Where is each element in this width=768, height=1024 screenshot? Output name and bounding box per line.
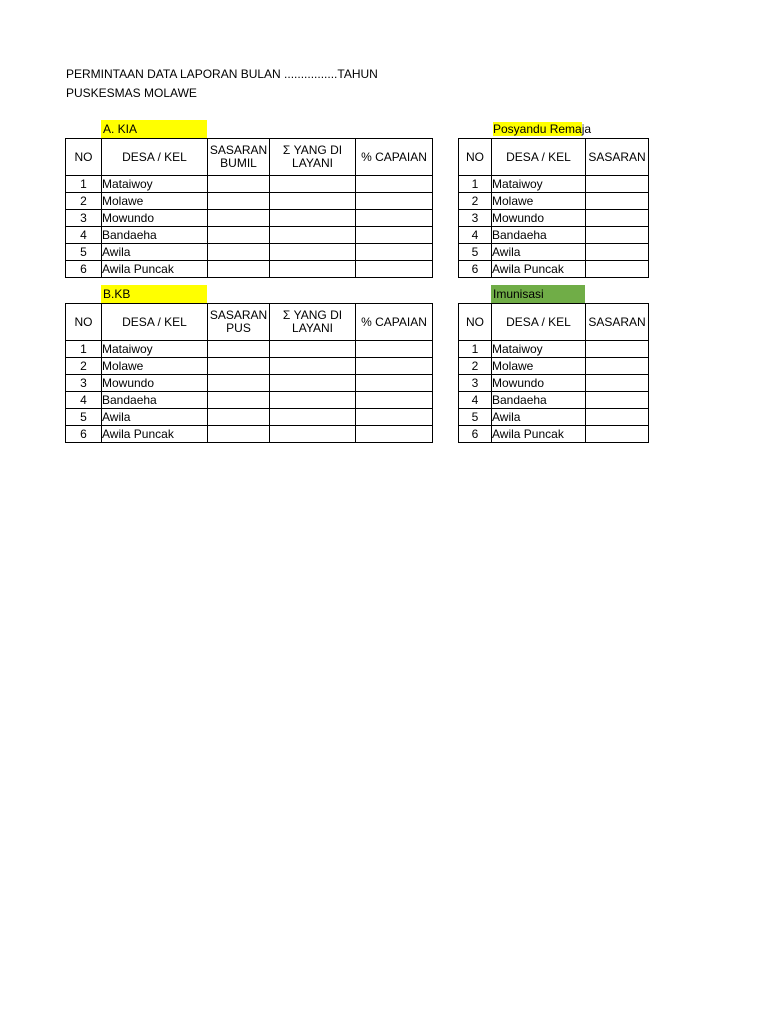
- row-desa: Awila Puncak: [102, 261, 208, 278]
- empty-cell[interactable]: [586, 392, 649, 409]
- row-desa: Mataiwoy: [102, 176, 208, 193]
- empty-cell[interactable]: [270, 261, 356, 278]
- posyandu-header-row: [459, 139, 649, 176]
- row-no: 1: [66, 176, 102, 193]
- header-sasaran: SASARAN: [586, 304, 649, 341]
- table-row: [459, 375, 649, 392]
- empty-cell[interactable]: [356, 358, 433, 375]
- empty-cell[interactable]: [270, 392, 356, 409]
- row-desa: Mowundo: [492, 375, 586, 392]
- row-desa: Molawe: [492, 358, 586, 375]
- row-desa: Molawe: [102, 358, 208, 375]
- table-row: [459, 341, 649, 358]
- empty-cell[interactable]: [356, 409, 433, 426]
- row-no: 6: [459, 426, 492, 443]
- header-no: NO: [459, 304, 492, 341]
- header-no: NO: [66, 139, 102, 176]
- empty-cell[interactable]: [270, 193, 356, 210]
- kb-section-label: B.KB: [101, 285, 207, 303]
- header-sasaran: SASARAN: [586, 139, 649, 176]
- empty-cell[interactable]: [586, 261, 649, 278]
- row-no: 6: [459, 261, 492, 278]
- empty-cell[interactable]: [208, 210, 270, 227]
- header-yang-dilayani: Σ YANG DI LAYANI: [270, 304, 356, 341]
- row-no: 2: [459, 193, 492, 210]
- row-desa: Mowundo: [102, 375, 208, 392]
- row-no: 6: [66, 426, 102, 443]
- empty-cell[interactable]: [208, 341, 270, 358]
- row-no: 3: [66, 210, 102, 227]
- table-row: [66, 409, 433, 426]
- table-row: [459, 210, 649, 227]
- row-desa: Bandaeha: [102, 392, 208, 409]
- puskesmas-name: PUSKESMAS MOLAWE: [66, 86, 197, 100]
- imunisasi-table: [458, 303, 649, 443]
- empty-cell[interactable]: [208, 193, 270, 210]
- header-desa-kel: DESA / KEL: [102, 304, 208, 341]
- row-desa: Awila Puncak: [492, 426, 586, 443]
- row-no: 2: [459, 358, 492, 375]
- empty-cell[interactable]: [356, 375, 433, 392]
- empty-cell[interactable]: [270, 358, 356, 375]
- kb-table: [65, 303, 433, 443]
- row-desa: Awila Puncak: [492, 261, 586, 278]
- row-no: 4: [459, 227, 492, 244]
- empty-cell[interactable]: [586, 358, 649, 375]
- imunisasi-section-label: Imunisasi: [491, 285, 585, 303]
- empty-cell[interactable]: [586, 375, 649, 392]
- table-row: [66, 244, 433, 261]
- empty-cell[interactable]: [586, 193, 649, 210]
- row-desa: Awila: [102, 409, 208, 426]
- header-capaian: % CAPAIAN: [356, 304, 433, 341]
- posyandu-label-rest: ja: [581, 122, 592, 136]
- empty-cell[interactable]: [270, 210, 356, 227]
- row-desa: Mataiwoy: [492, 176, 586, 193]
- empty-cell[interactable]: [208, 261, 270, 278]
- empty-cell[interactable]: [208, 176, 270, 193]
- row-no: 2: [66, 193, 102, 210]
- empty-cell[interactable]: [208, 244, 270, 261]
- imunisasi-header-row: [459, 304, 649, 341]
- header-capaian: % CAPAIAN: [356, 139, 433, 176]
- empty-cell[interactable]: [270, 176, 356, 193]
- empty-cell[interactable]: [270, 244, 356, 261]
- table-row: [66, 210, 433, 227]
- header-sasaran-bumil: SASARAN BUMIL: [208, 139, 270, 176]
- table-row: [66, 375, 433, 392]
- row-no: 5: [66, 244, 102, 261]
- row-no: 3: [66, 375, 102, 392]
- empty-cell[interactable]: [356, 193, 433, 210]
- row-desa: Bandaeha: [492, 392, 586, 409]
- row-desa: Mataiwoy: [492, 341, 586, 358]
- row-no: 4: [66, 227, 102, 244]
- table-row: [459, 392, 649, 409]
- table-row: [66, 176, 433, 193]
- row-desa: Awila: [102, 244, 208, 261]
- row-desa: Awila: [492, 409, 586, 426]
- table-row: [459, 244, 649, 261]
- empty-cell[interactable]: [208, 392, 270, 409]
- kia-header-row: [66, 139, 433, 176]
- header-desa-kel: DESA / KEL: [102, 139, 208, 176]
- row-no: 4: [66, 392, 102, 409]
- empty-cell[interactable]: [356, 244, 433, 261]
- table-row: [459, 227, 649, 244]
- posyandu-section-label: [491, 120, 592, 138]
- empty-cell[interactable]: [270, 426, 356, 443]
- empty-cell[interactable]: [586, 210, 649, 227]
- empty-cell[interactable]: [356, 392, 433, 409]
- empty-cell[interactable]: [356, 227, 433, 244]
- table-row: [459, 261, 649, 278]
- empty-cell[interactable]: [208, 409, 270, 426]
- empty-cell[interactable]: [270, 341, 356, 358]
- table-row: [459, 176, 649, 193]
- empty-cell[interactable]: [270, 227, 356, 244]
- empty-cell[interactable]: [586, 227, 649, 244]
- table-row: [66, 358, 433, 375]
- empty-cell[interactable]: [356, 261, 433, 278]
- row-desa: Mowundo: [492, 210, 586, 227]
- posyandu-table: [458, 138, 649, 278]
- row-desa: Mataiwoy: [102, 341, 208, 358]
- posyandu-label-highlight: Posyandu Rema: [493, 122, 582, 136]
- empty-cell[interactable]: [586, 426, 649, 443]
- row-no: 2: [66, 358, 102, 375]
- empty-cell[interactable]: [208, 375, 270, 392]
- row-no: 6: [66, 261, 102, 278]
- empty-cell[interactable]: [208, 426, 270, 443]
- empty-cell[interactable]: [356, 341, 433, 358]
- table-row: [66, 261, 433, 278]
- empty-cell[interactable]: [356, 426, 433, 443]
- row-desa: Mowundo: [102, 210, 208, 227]
- row-no: 1: [66, 341, 102, 358]
- table-row: [459, 193, 649, 210]
- row-desa: Molawe: [102, 193, 208, 210]
- header-desa-kel: DESA / KEL: [492, 139, 586, 176]
- empty-cell[interactable]: [208, 358, 270, 375]
- header-no: NO: [66, 304, 102, 341]
- kia-section-label: A. KIA: [101, 120, 207, 138]
- empty-cell[interactable]: [586, 244, 649, 261]
- header-no: NO: [459, 139, 492, 176]
- row-no: 5: [459, 409, 492, 426]
- kia-table: [65, 138, 433, 278]
- empty-cell[interactable]: [270, 375, 356, 392]
- row-no: 4: [459, 392, 492, 409]
- empty-cell[interactable]: [586, 176, 649, 193]
- table-row: [66, 341, 433, 358]
- row-desa: Awila Puncak: [102, 426, 208, 443]
- row-no: 1: [459, 341, 492, 358]
- table-row: [66, 227, 433, 244]
- row-desa: Bandaeha: [102, 227, 208, 244]
- table-row: [459, 409, 649, 426]
- row-desa: Bandaeha: [492, 227, 586, 244]
- empty-cell[interactable]: [356, 210, 433, 227]
- row-no: 3: [459, 375, 492, 392]
- table-row: [66, 193, 433, 210]
- table-row: [66, 426, 433, 443]
- table-row: [459, 426, 649, 443]
- header-desa-kel: DESA / KEL: [492, 304, 586, 341]
- empty-cell[interactable]: [208, 227, 270, 244]
- table-row: [66, 392, 433, 409]
- row-no: 1: [459, 176, 492, 193]
- row-no: 5: [459, 244, 492, 261]
- empty-cell[interactable]: [586, 409, 649, 426]
- empty-cell[interactable]: [356, 176, 433, 193]
- report-title: PERMINTAAN DATA LAPORAN BULAN ................TAHUN: [66, 67, 378, 81]
- row-no: 5: [66, 409, 102, 426]
- table-row: [459, 358, 649, 375]
- kb-header-row: [66, 304, 433, 341]
- row-desa: Molawe: [492, 193, 586, 210]
- row-desa: Awila: [492, 244, 586, 261]
- empty-cell[interactable]: [270, 409, 356, 426]
- header-sasaran-pus: SASARAN PUS: [208, 304, 270, 341]
- row-no: 3: [459, 210, 492, 227]
- empty-cell[interactable]: [586, 341, 649, 358]
- header-yang-dilayani: Σ YANG DI LAYANI: [270, 139, 356, 176]
